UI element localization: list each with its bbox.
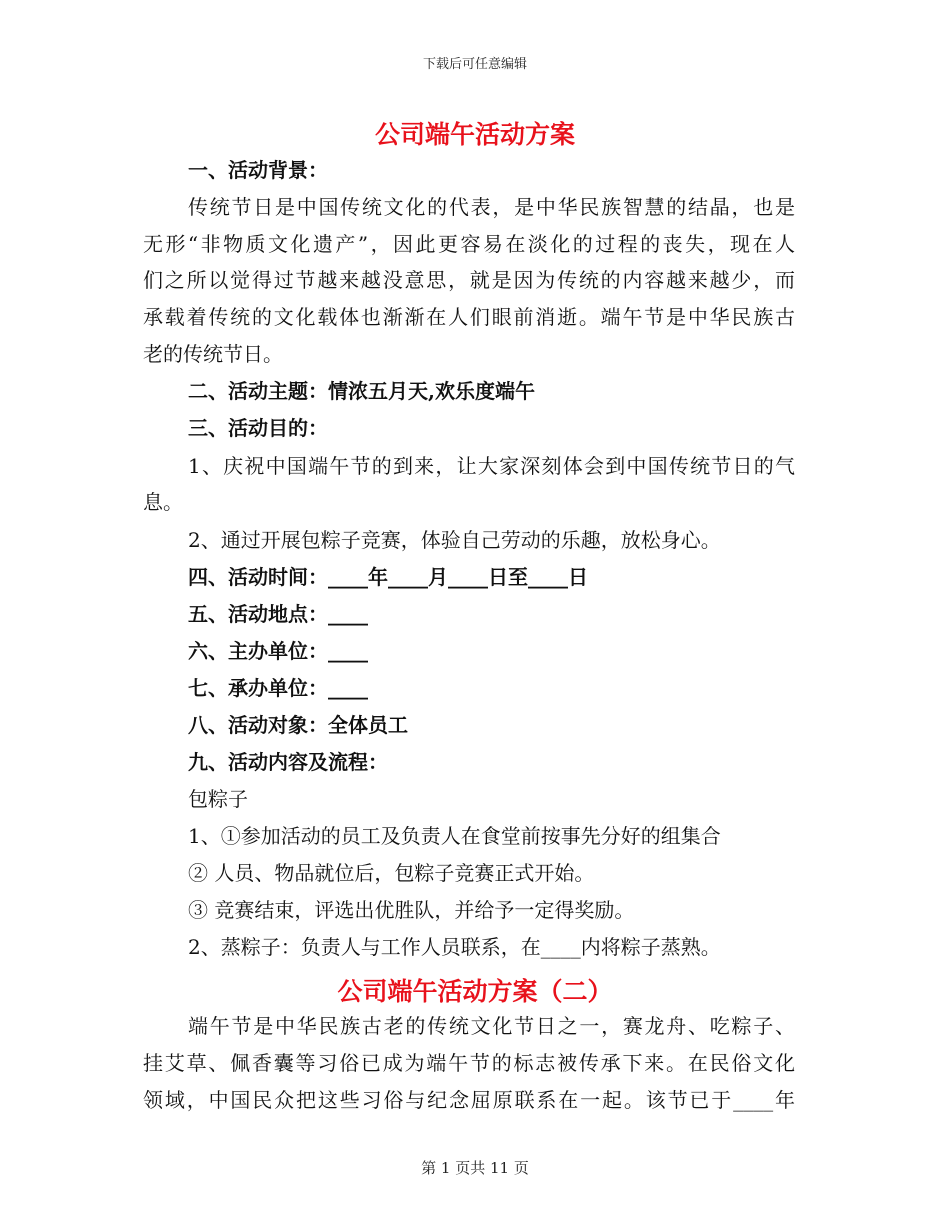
process-step: ③ 竞赛结束，评选出优胜队，并给予一定得奖励。 [188,898,635,922]
purpose-item-1-cont: 息。 [143,490,183,514]
process-step: 1、①参加活动的员工及负责人在食堂前按事先分好的组集合 [188,824,721,848]
document-title: 公司端午活动方案 [374,120,575,149]
section-heading-purpose: 三、活动目的： [188,416,328,440]
paragraph-line: 端午节是中华民族古老的传统文化节日之一，赛龙舟、吃粽子、 [188,1014,795,1038]
paragraph-line: 传统节日是中国传统文化的代表，是中华民族智慧的结晶，也是 [188,195,795,219]
section-heading-undertaker: 七、承办单位：____ [188,676,368,700]
paragraph-line: 无形“非物质文化遗产”，因此更容易在淡化的过程的丧失，现在人 [143,232,795,256]
section-heading-audience: 八、活动对象：全体员工 [188,713,408,737]
purpose-item-1: 1、庆祝中国端午节的到来，让大家深刻体会到中国传统节日的气 [188,454,795,478]
section-heading-organizer: 六、主办单位：____ [188,639,368,663]
paragraph-line: 承载着传统的文化载体也渐渐在人们眼前消逝。端午节是中华民族古 [143,305,795,329]
section-heading-location: 五、活动地点：____ [188,602,368,626]
process-step: 2、蒸粽子：负责人与工作人员联系，在____内将粽子蒸熟。 [188,935,721,959]
subheading-zongzi: 包粽子 [188,787,248,811]
paragraph-line: 老的传统节日。 [143,342,283,366]
page-footer: 第 1 页共 11 页 [421,1159,529,1177]
section-heading-process: 九、活动内容及流程： [188,750,388,774]
process-step: ② 人员、物品就位后，包粽子竞赛正式开始。 [188,861,595,885]
section-heading-background: 一、活动背景： [188,158,328,182]
document-title-2: 公司端午活动方案（二） [337,977,613,1006]
purpose-item-2: 2、通过开展包粽子竞赛，体验自己劳动的乐趣，放松身心。 [188,528,721,552]
section-heading-time: 四、活动时间：____年____月____日至____日 [188,565,588,589]
section-heading-theme: 二、活动主题：情浓五月天,欢乐度端午 [188,379,535,403]
paragraph-line: 领域，中国民众把这些习俗与纪念屈原联系在一起。该节已于____年 [143,1088,795,1112]
paragraph-line: 挂艾草、佩香囊等习俗已成为端午节的标志被传承下来。在民俗文化 [143,1051,795,1075]
page-header: 下载后可任意编辑 [422,57,527,72]
paragraph-line: 们之所以觉得过节越来越没意思，就是因为传统的内容越来越少，而 [143,268,795,292]
